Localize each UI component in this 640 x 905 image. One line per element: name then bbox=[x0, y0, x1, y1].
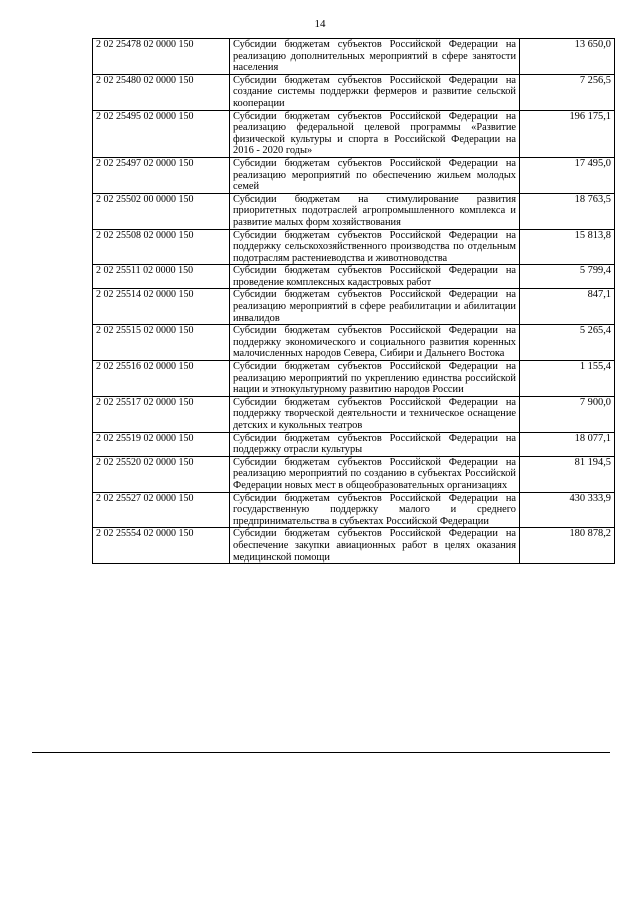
description-cell: Субсидии бюджетам на стимулирование развития приоритетных подотраслей агропромышленного комплекса и развитие малых форм хозяйствования bbox=[230, 193, 520, 229]
amount-cell: 17 495,0 bbox=[520, 157, 615, 193]
description-cell: Субсидии бюджетам субъектов Российской Федерации на государственную поддержку малого и среднего предпринимательства в субъектах Российской Федерации bbox=[230, 492, 520, 528]
table-row bbox=[93, 528, 615, 564]
amount-cell: 18 763,5 bbox=[520, 193, 615, 229]
table-row bbox=[93, 325, 615, 361]
description-cell: Субсидии бюджетам субъектов Российской Федерации на реализацию федеральной целевой программы «Развитие физической культуры и спорта в Российской Федерации на 2016 - 2020 годы» bbox=[230, 110, 520, 157]
amount-cell: 1 155,4 bbox=[520, 361, 615, 397]
description-cell: Субсидии бюджетам субъектов Российской Федерации на поддержку сельскохозяйственного производства по отдельным подотраслям растениеводства и животноводства bbox=[230, 229, 520, 265]
table-row bbox=[93, 39, 615, 75]
page-number: 14 bbox=[314, 18, 326, 30]
budget-code-cell: 2 02 25478 02 0000 150 bbox=[93, 39, 230, 75]
budget-table-body bbox=[93, 39, 615, 564]
table-row bbox=[93, 432, 615, 456]
table-row bbox=[93, 492, 615, 528]
description-cell: Субсидии бюджетам субъектов Российской Федерации на реализацию мероприятий по обеспечению жильем молодых семей bbox=[230, 157, 520, 193]
budget-code-cell: 2 02 25517 02 0000 150 bbox=[93, 396, 230, 432]
description-cell: Субсидии бюджетам субъектов Российской Федерации на создание системы поддержки фермеров и развитие сельской кооперации bbox=[230, 74, 520, 110]
table-row bbox=[93, 456, 615, 492]
budget-code-cell: 2 02 25527 02 0000 150 bbox=[93, 492, 230, 528]
amount-cell: 5 265,4 bbox=[520, 325, 615, 361]
description-cell: Субсидии бюджетам субъектов Российской Федерации на поддержку творческой деятельности и техническое оснащение детских и кукольных театров bbox=[230, 396, 520, 432]
amount-cell: 81 194,5 bbox=[520, 456, 615, 492]
amount-cell: 7 256,5 bbox=[520, 74, 615, 110]
amount-cell: 430 333,9 bbox=[520, 492, 615, 528]
table-row bbox=[93, 289, 615, 325]
amount-cell: 13 650,0 bbox=[520, 39, 615, 75]
table-row bbox=[93, 193, 615, 229]
budget-table bbox=[92, 38, 615, 564]
table-row bbox=[93, 361, 615, 397]
budget-code-cell: 2 02 25502 00 0000 150 bbox=[93, 193, 230, 229]
amount-cell: 196 175,1 bbox=[520, 110, 615, 157]
amount-cell: 7 900,0 bbox=[520, 396, 615, 432]
description-cell: Субсидии бюджетам субъектов Российской Федерации на реализацию мероприятий по созданию в субъектах Российской Федерации новых мест в общеобразовательных организациях bbox=[230, 456, 520, 492]
budget-code-cell: 2 02 25511 02 0000 150 bbox=[93, 265, 230, 289]
budget-code-cell: 2 02 25497 02 0000 150 bbox=[93, 157, 230, 193]
budget-code-cell: 2 02 25508 02 0000 150 bbox=[93, 229, 230, 265]
amount-cell: 18 077,1 bbox=[520, 432, 615, 456]
amount-cell: 847,1 bbox=[520, 289, 615, 325]
amount-cell: 180 878,2 bbox=[520, 528, 615, 564]
description-cell: Субсидии бюджетам субъектов Российской Федерации на реализацию дополнительных мероприятий в сфере занятости населения bbox=[230, 39, 520, 75]
amount-cell: 5 799,4 bbox=[520, 265, 615, 289]
budget-code-cell: 2 02 25480 02 0000 150 bbox=[93, 74, 230, 110]
budget-code-cell: 2 02 25514 02 0000 150 bbox=[93, 289, 230, 325]
budget-code-cell: 2 02 25515 02 0000 150 bbox=[93, 325, 230, 361]
table-row bbox=[93, 157, 615, 193]
description-cell: Субсидии бюджетам субъектов Российской Федерации на поддержку экономического и социального развития коренных малочисленных народов Севера, Сибири и Дальнего Востока bbox=[230, 325, 520, 361]
table-row bbox=[93, 229, 615, 265]
bottom-divider bbox=[32, 752, 610, 753]
budget-code-cell: 2 02 25495 02 0000 150 bbox=[93, 110, 230, 157]
amount-cell: 15 813,8 bbox=[520, 229, 615, 265]
budget-code-cell: 2 02 25520 02 0000 150 bbox=[93, 456, 230, 492]
description-cell: Субсидии бюджетам субъектов Российской Федерации на реализацию мероприятий в сфере реабилитации и абилитации инвалидов bbox=[230, 289, 520, 325]
table-row bbox=[93, 265, 615, 289]
table-row bbox=[93, 74, 615, 110]
budget-code-cell: 2 02 25519 02 0000 150 bbox=[93, 432, 230, 456]
description-cell: Субсидии бюджетам субъектов Российской Федерации на поддержку отрасли культуры bbox=[230, 432, 520, 456]
description-cell: Субсидии бюджетам субъектов Российской Федерации на обеспечение закупки авиационных работ в целях оказания медицинской помощи bbox=[230, 528, 520, 564]
budget-code-cell: 2 02 25554 02 0000 150 bbox=[93, 528, 230, 564]
table-row bbox=[93, 396, 615, 432]
budget-code-cell: 2 02 25516 02 0000 150 bbox=[93, 361, 230, 397]
table-row bbox=[93, 110, 615, 157]
description-cell: Субсидии бюджетам субъектов Российской Федерации на реализацию мероприятий по укреплению единства российской нации и этнокультурному развитию народов России bbox=[230, 361, 520, 397]
description-cell: Субсидии бюджетам субъектов Российской Федерации на проведение комплексных кадастровых работ bbox=[230, 265, 520, 289]
